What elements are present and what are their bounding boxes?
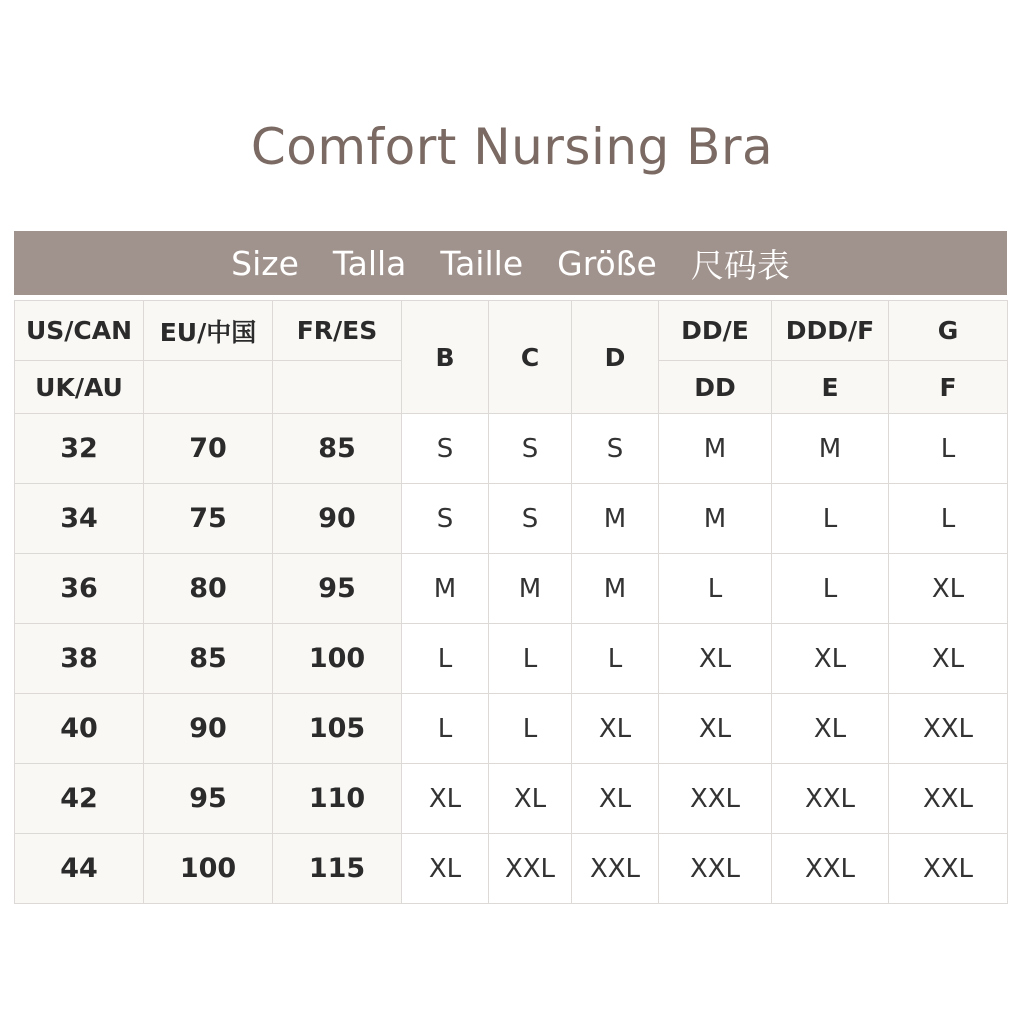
size-cell: M <box>772 414 889 484</box>
banner-size-fr: Taille <box>440 243 524 283</box>
size-cell: S <box>489 484 572 554</box>
size-cell: L <box>889 484 1008 554</box>
size-cell: XXL <box>489 834 572 904</box>
band-us: 42 <box>15 764 144 834</box>
size-cell: S <box>489 414 572 484</box>
size-cell: XL <box>572 764 659 834</box>
header-cup-dd-e: DD/E <box>659 301 772 361</box>
header-cup-uk-e: E <box>772 361 889 414</box>
size-cell: XXL <box>772 834 889 904</box>
size-cell: XXL <box>659 834 772 904</box>
size-cell: XL <box>772 624 889 694</box>
table-row <box>15 834 1008 904</box>
table-row <box>15 694 1008 764</box>
size-cell: M <box>659 484 772 554</box>
header-blank <box>144 361 273 414</box>
band-eu: 80 <box>144 554 273 624</box>
band-us: 38 <box>15 624 144 694</box>
size-cell: L <box>572 624 659 694</box>
header-row-us <box>15 301 1008 361</box>
size-cell: XL <box>889 624 1008 694</box>
size-cell: S <box>402 414 489 484</box>
size-cell: XXL <box>889 764 1008 834</box>
size-cell: L <box>402 694 489 764</box>
size-cell: L <box>889 414 1008 484</box>
table-row <box>15 484 1008 554</box>
size-cell: XXL <box>659 764 772 834</box>
size-cell: L <box>772 484 889 554</box>
band-us: 32 <box>15 414 144 484</box>
band-us: 44 <box>15 834 144 904</box>
size-cell: XL <box>889 554 1008 624</box>
band-eu: 90 <box>144 694 273 764</box>
size-cell: XXL <box>889 694 1008 764</box>
band-fr: 100 <box>273 624 402 694</box>
table-row <box>15 764 1008 834</box>
size-cell: M <box>572 484 659 554</box>
size-cell: M <box>402 554 489 624</box>
header-rows <box>15 301 1008 414</box>
header-cup-c: C <box>489 301 572 414</box>
size-cell: XXL <box>572 834 659 904</box>
size-cell: L <box>489 624 572 694</box>
banner-size-en: Size <box>231 243 299 283</box>
header-cup-b: B <box>402 301 489 414</box>
band-fr: 115 <box>273 834 402 904</box>
table-row <box>15 414 1008 484</box>
header-us-can: US/CAN <box>15 301 144 361</box>
header-cup-uk-f: F <box>889 361 1008 414</box>
size-cell: XL <box>402 764 489 834</box>
band-eu: 70 <box>144 414 273 484</box>
band-us: 34 <box>15 484 144 554</box>
band-fr: 85 <box>273 414 402 484</box>
band-us: 40 <box>15 694 144 764</box>
header-cup-ddd-f: DDD/F <box>772 301 889 361</box>
size-cell: M <box>572 554 659 624</box>
band-fr: 95 <box>273 554 402 624</box>
band-us: 36 <box>15 554 144 624</box>
header-cup-uk-dd: DD <box>659 361 772 414</box>
size-cell: L <box>489 694 572 764</box>
band-eu: 75 <box>144 484 273 554</box>
header-eu-cn: EU/中国 <box>144 301 273 361</box>
header-cup-d: D <box>572 301 659 414</box>
size-cell: L <box>402 624 489 694</box>
band-fr: 90 <box>273 484 402 554</box>
size-rows <box>15 414 1008 904</box>
band-fr: 105 <box>273 694 402 764</box>
header-uk-au: UK/AU <box>15 361 144 414</box>
band-eu: 100 <box>144 834 273 904</box>
header-fr-es: FR/ES <box>273 301 402 361</box>
size-cell: L <box>659 554 772 624</box>
size-cell: XL <box>489 764 572 834</box>
header-cup-g: G <box>889 301 1008 361</box>
size-cell: XL <box>659 624 772 694</box>
table-row <box>15 554 1008 624</box>
table-row <box>15 624 1008 694</box>
banner-size-de: Größe <box>557 243 657 283</box>
size-banner <box>14 231 1007 295</box>
band-eu: 85 <box>144 624 273 694</box>
banner-size-zh: 尺码表 <box>690 245 790 285</box>
band-eu: 95 <box>144 764 273 834</box>
size-cell: M <box>489 554 572 624</box>
size-cell: S <box>572 414 659 484</box>
size-cell: M <box>659 414 772 484</box>
size-cell: L <box>772 554 889 624</box>
size-cell: XXL <box>772 764 889 834</box>
size-cell: S <box>402 484 489 554</box>
size-cell: XL <box>772 694 889 764</box>
band-fr: 110 <box>273 764 402 834</box>
header-blank <box>273 361 402 414</box>
banner-size-es: Talla <box>332 243 407 283</box>
page-title: Comfort Nursing Bra <box>250 118 774 176</box>
size-cell: XXL <box>889 834 1008 904</box>
size-cell: XL <box>659 694 772 764</box>
size-cell: XL <box>572 694 659 764</box>
size-cell: XL <box>402 834 489 904</box>
size-chart-table <box>14 300 1008 904</box>
